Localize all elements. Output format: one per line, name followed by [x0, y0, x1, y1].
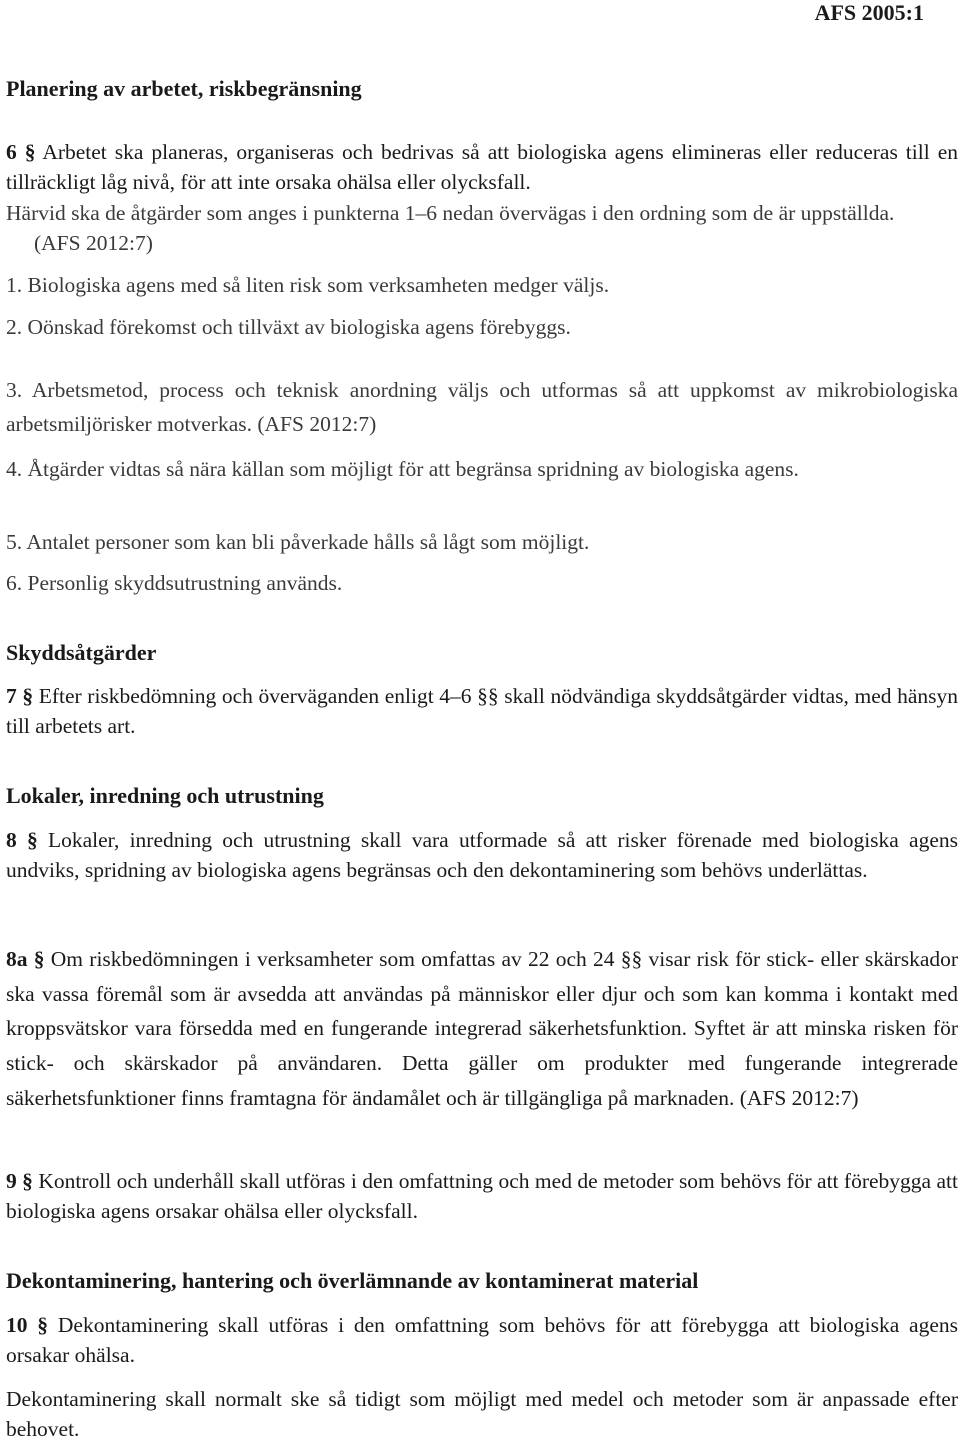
- paragraph-number: 9 §: [6, 1169, 33, 1193]
- paragraph-8: [6, 825, 958, 885]
- list-item: 5. Antalet personer som kan bli påverkade hålls så lågt som möjligt.: [6, 530, 590, 554]
- paragraph-6-note: [6, 198, 958, 258]
- list-item: 1. Biologiska agens med så liten risk som verksamheten medger väljs.: [6, 273, 610, 297]
- list-item: 2. Oönskad förekomst och tillväxt av biologiska agens förebyggs.: [6, 315, 571, 339]
- paragraph-text: Lokaler, inredning och utrustning skall vara utformade så att risker förenade med biologiska agens undviks, spridning av biologiska agens begränsas och den dekontaminering som behövs underlättas.: [6, 828, 959, 882]
- paragraph-number: 8 §: [6, 828, 38, 852]
- paragraph-text: Dekontaminering skall utföras i den omfattning som behövs för att förebygga att biologiska agens orsakar ohälsa.: [6, 1313, 958, 1367]
- paragraph-number: 6 §: [6, 140, 36, 164]
- section-title-dekontaminering: Dekontaminering, hantering och överlämnande av kontaminerat material: [6, 1268, 699, 1293]
- section-title-skydd: Skyddsåtgärder: [6, 640, 157, 665]
- paragraph-7: [6, 681, 958, 741]
- list-item: 6. Personlig skyddsutrustning används.: [6, 571, 343, 595]
- paragraph-10-continued: Dekontaminering skall normalt ske så tidigt som möjligt med medel och metoder som är anpassade efter behovet.: [6, 1387, 958, 1441]
- paragraph-6: [6, 137, 958, 197]
- section-title-lokaler: Lokaler, inredning och utrustning: [6, 783, 324, 808]
- paragraph-text: Om riskbedömningen i verksamheter som omfattas av 22 och 24 §§ visar risk för stick- eller skärskador ska vassa föremål som är avsedda att användas på människor eller djur och som kan komma i kontakt med kroppsvätskor vara försedda med en fungerande integrerad säkerhetsfunktion. Syftet är att minska risken för stick- och skärskador på användaren. Detta gäller om produkter med fungerande integrerade säkerhetsfunktioner finns framtagna för ändamålet och är tillgängliga på marknaden. (AFS 2012:7): [6, 947, 959, 1110]
- paragraph-number: 7 §: [6, 684, 34, 708]
- paragraph-text: Kontroll och underhåll skall utföras i den omfattning och med de metoder som behövs för att förebygga att biologiska agens orsakar ohälsa eller olycksfall.: [6, 1169, 958, 1223]
- list-item: 4. Åtgärder vidtas så nära källan som möjligt för att begränsa spridning av biologiska agens.: [6, 457, 799, 481]
- paragraph-9: [6, 1166, 958, 1226]
- section-title-planering: Planering av arbetet, riskbegränsning: [6, 76, 362, 101]
- paragraph-number: 10 §: [6, 1313, 49, 1337]
- paragraph-10: [6, 1310, 958, 1370]
- document-id-header: AFS 2005:1: [814, 0, 924, 25]
- paragraph-number: 8a §: [6, 947, 45, 971]
- list-item: 3. Arbetsmetod, process och teknisk anordning väljs och utformas så att uppkomst av mikrobiologiska arbetsmiljörisker motverkas. (AFS 2012:7): [6, 378, 958, 436]
- paragraph-text: Arbetet ska planeras, organiseras och bedrivas så att biologiska agens elimineras eller reduceras till en tillräckligt låg nivå, för att inte orsaka ohälsa eller olycksfall.: [6, 140, 958, 194]
- paragraph-text: Härvid ska de åtgärder som anges i punkterna 1–6 nedan övervägas i den ordning som de är uppställda. (AFS 2012:7): [6, 201, 895, 255]
- paragraph-8a: [6, 942, 958, 1116]
- paragraph-text: Efter riskbedömning och överväganden enligt 4–6 §§ skall nödvändiga skyddsåtgärder vidtas, med hänsyn till arbetets art.: [6, 684, 958, 738]
